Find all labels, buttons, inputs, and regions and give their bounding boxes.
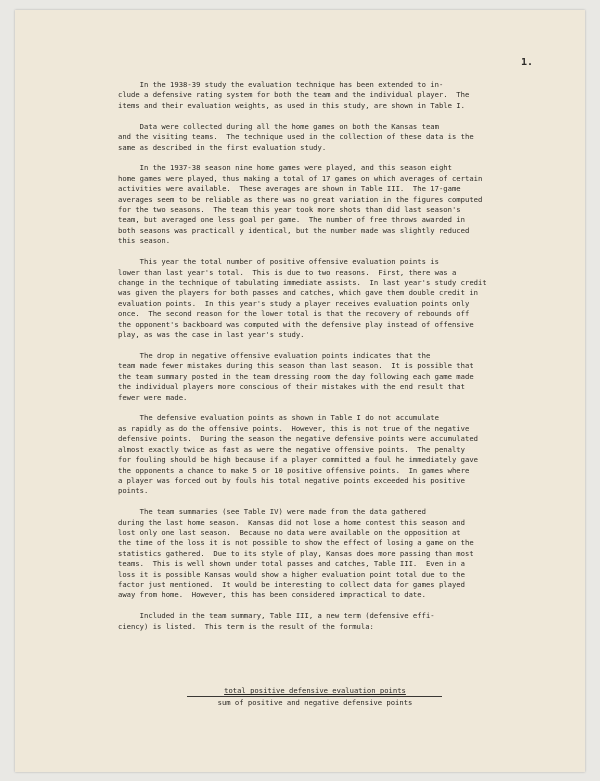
efficiency-formula bbox=[165, 686, 465, 708]
paragraph-4: This year the total number of positive offensive evaluation points is lower than last year's total. This is due to two reasons. First, there was a change in the technique of tabulating immediate assists. In last year's study credit was given the players for both passes and catches, which gave them double credit in evaluation points. In this year's study a player receives evaluation points only once. The second reason for the lower total is that the recovery of rebounds off the opponent's backboard was computed with the defensive play instead of offensive play, as was the case in last year's study. bbox=[118, 257, 487, 340]
body-text bbox=[118, 80, 550, 643]
page-number: 1. bbox=[521, 57, 534, 68]
formula-numerator: total positive defensive evaluation points bbox=[224, 686, 406, 695]
paragraph-3: In the 1937-38 season nine home games were played, and this season eight home games were played, thus making a total of 17 games on which averages of certain activities were available. These averages are shown in Table III. The 17-game averages seem to be reliable as there was no great variation in the figures computed for the two seasons. The team this year took more shots than did last season's team, but averaged one less goal per game. The number of free throws awarded in both seasons was practicall y identical, but the number made was slightly reduced this season. bbox=[118, 163, 483, 246]
paragraph-1: In the 1938-39 study the evaluation technique has been extended to in- clude a defensive rating system for both the team and the individual player. The items and their evaluation weights, as used in this study, are shown in Table I. bbox=[118, 80, 470, 110]
fraction-bar bbox=[187, 696, 442, 697]
formula-denominator: sum of positive and negative defensive points bbox=[217, 698, 413, 707]
paragraph-5: The drop in negative offensive evaluation points indicates that the team made fewer mistakes during this season than last season. It is possible that the team summary posted in the team dressing room the day following each game made the individual players more conscious of their mistakes with the end result that fewer were made. bbox=[118, 350, 474, 402]
paragraph-8: Included in the team summary, Table III, a new term (defensive effi- ciency) is listed. This term is the result of the formula: bbox=[118, 611, 435, 631]
paragraph-6: The defensive evaluation points as shown in Table I do not accumulate as rapidly as do the offensive points. However, this is not true of the negative defensive points. During the season the negative defensive points were accumulated almost exactly twice as fast as were the negative offensive points. The penalty for fouling should be high because if a player committed a foul he immediately gave the opponents a chance to make 5 or 10 positive offensive points. In games where a player was forced out by fouls his total negative points exceeded his positive points. bbox=[118, 413, 478, 496]
paragraph-7: The team summaries (see Table IV) were made from the data gathered during the last home season. Kansas did not lose a home contest this season and lost only one last season. Because no data were available on the opposition at the time of the loss it is not possible to show the effect of losing a game on the statistics gathered. Due to its style of play, Kansas does more passing than most teams. This is well shown under total passes and catches, Table III. Even in a loss it is possible Kansas would show a higher evaluation point total due to the factor just mentioned. It would be interesting to collect data for games played away from home. However, this has been considered impractical to date. bbox=[118, 507, 474, 600]
paragraph-2: Data were collected during all the home games on both the Kansas team and the visiting teams. The technique used in the collection of these data is the same as described in the first evaluation study. bbox=[118, 121, 474, 152]
document-page bbox=[15, 10, 585, 772]
